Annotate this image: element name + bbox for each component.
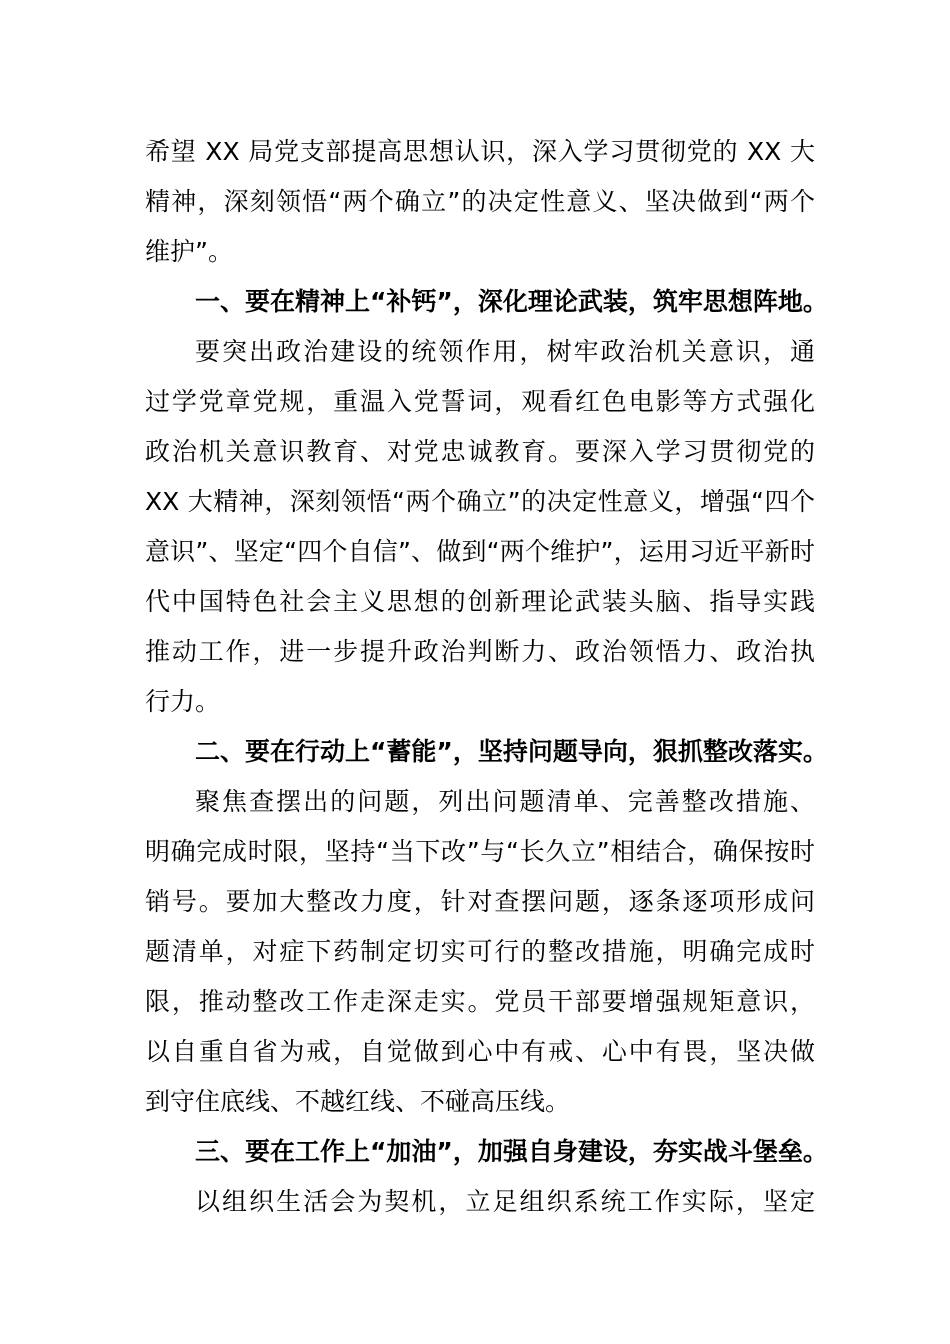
section-2-body-line-3: 销号。要加大整改力度，针对查摆问题，逐条逐项形成问	[145, 887, 815, 916]
section-1-body-line-4: XX 大精神，深刻领悟“两个确立”的决定性意义，增强“四个	[145, 487, 815, 516]
section-1-body-line-5: 意识”、坚定“四个自信”、做到“两个维护”，运用习近平新时	[145, 537, 815, 566]
section-heading-1: 一、要在精神上“补钙”，深化理论武装，筑牢思想阵地。	[195, 287, 828, 316]
section-2-body-line-5: 限，推动整改工作走深走实。党员干部要增强规矩意识，	[145, 987, 815, 1016]
section-heading-3: 三、要在工作上“加油”，加强自身建设，夯实战斗堡垒。	[195, 1137, 828, 1166]
section-2-body-line-4: 题清单，对症下药制定切实可行的整改措施，明确完成时	[145, 937, 815, 966]
section-1-body-line-8: 行力。	[145, 687, 221, 716]
section-2-body-line-1: 聚焦查摆出的问题，列出问题清单、完善整改措施、	[195, 787, 815, 816]
paragraph-intro-line-2: 精神，深刻领悟“两个确立”的决定性意义、坚决做到“两个	[145, 187, 815, 216]
section-1-body-line-1: 要突出政治建设的统领作用，树牢政治机关意识，通	[195, 337, 815, 366]
paragraph-intro-line-3: 维护”。	[145, 237, 233, 266]
section-1-body-line-2: 过学党章党规，重温入党誓词，观看红色电影等方式强化	[145, 387, 815, 416]
section-2-body-line-6: 以自重自省为戒，自觉做到心中有戒、心中有畏，坚决做	[145, 1037, 815, 1066]
paragraph-intro-line-1: 希望 XX 局党支部提高思想认识，深入学习贯彻党的 XX 大	[145, 137, 815, 166]
section-1-body-line-7: 推动工作，进一步提升政治判断力、政治领悟力、政治执	[145, 637, 815, 666]
section-heading-2: 二、要在行动上“蓄能”，坚持问题导向，狠抓整改落实。	[195, 737, 828, 766]
section-1-body-line-6: 代中国特色社会主义思想的创新理论武装头脑、指导实践	[145, 587, 815, 616]
section-1-body-line-3: 政治机关意识教育、对党忠诚教育。要深入学习贯彻党的	[145, 437, 815, 466]
section-2-body-line-2: 明确完成时限，坚持“当下改”与“长久立”相结合，确保按时	[145, 837, 815, 866]
section-2-body-line-7: 到守住底线、不越红线、不碰高压线。	[145, 1087, 571, 1116]
section-3-body-line-1: 以组织生活会为契机，立足组织系统工作实际，坚定	[195, 1187, 815, 1216]
